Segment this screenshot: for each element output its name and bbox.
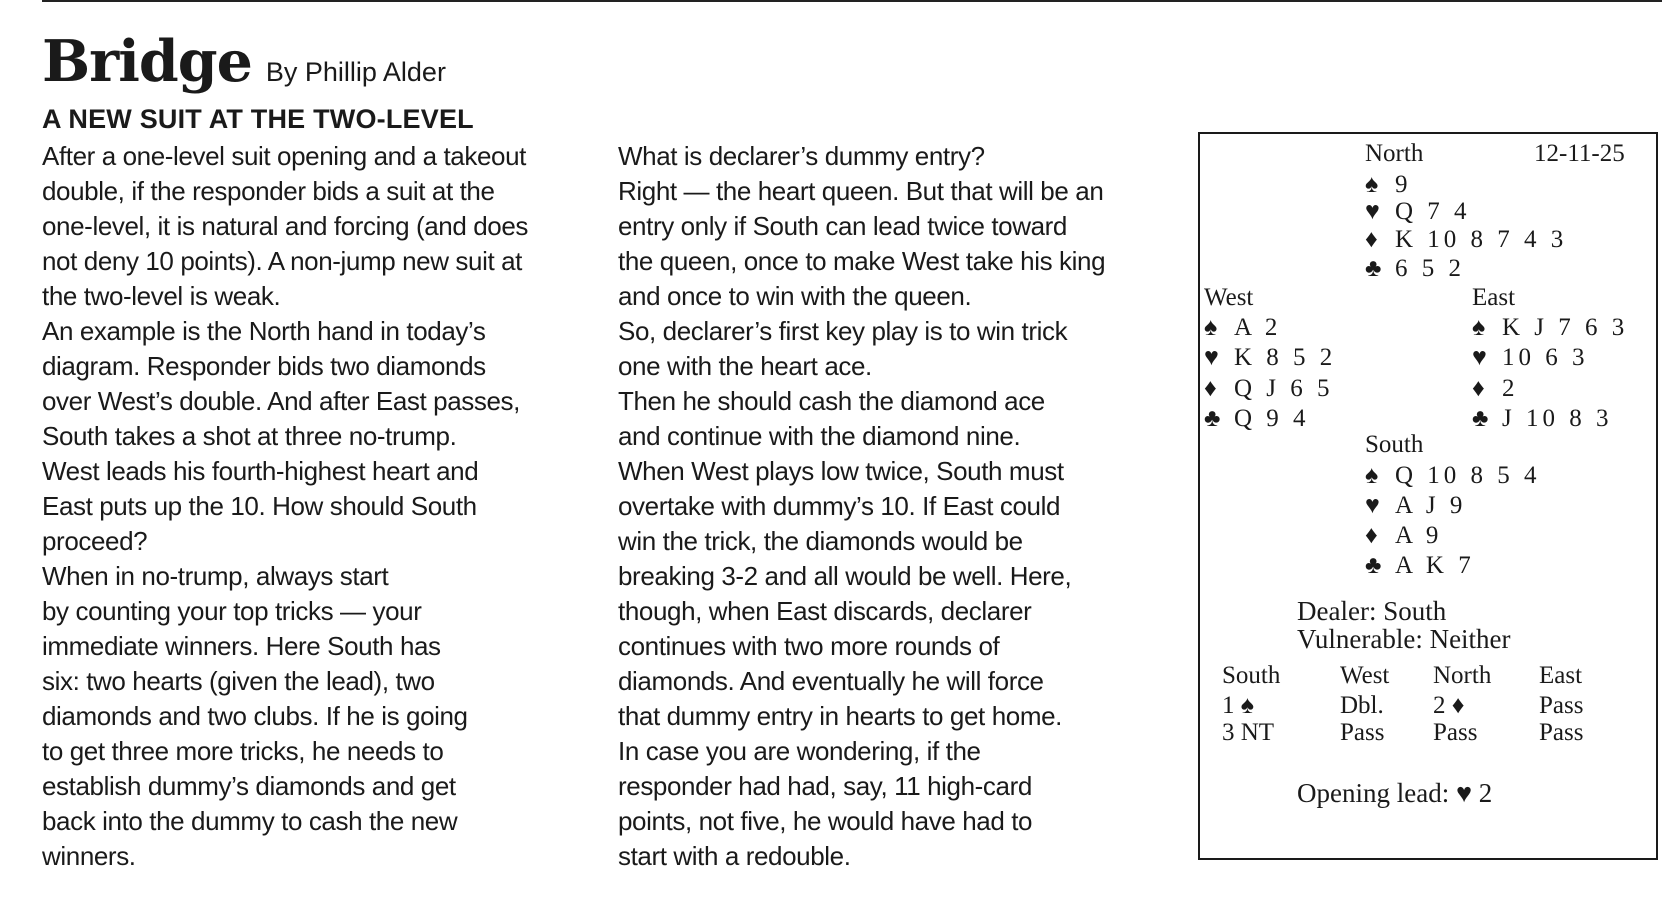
west-label: West (1204, 284, 1254, 311)
auction-bid: Pass (1340, 719, 1385, 746)
east-spades: ♠ K J 7 6 3 (1472, 314, 1629, 341)
auction-bid: Pass (1433, 719, 1478, 746)
text-line: establish dummy’s diamonds and get (42, 771, 456, 801)
text-line: points, not five, he would have had to (618, 806, 1033, 836)
spade-icon: ♠ (1472, 314, 1486, 341)
article-column-1 (42, 139, 602, 874)
bridge-diagram (1198, 132, 1658, 860)
text-line: start with a redouble. (618, 841, 851, 871)
text-line: diamonds. And eventually he will force (618, 666, 1044, 696)
text-line: An example is the North hand in today’s (42, 316, 486, 346)
west-spades: ♠ A 2 (1204, 314, 1282, 341)
heart-icon: ♥ (1204, 344, 1219, 371)
article-column-2 (618, 139, 1178, 874)
text-line: What is declarer’s dummy entry? (618, 141, 985, 171)
north-spades: ♠ 9 (1365, 171, 1412, 198)
masthead (42, 28, 446, 95)
heart-icon: ♥ (1365, 198, 1380, 225)
club-icon: ♣ (1365, 552, 1382, 579)
diagram-date: 12-11-25 (1534, 140, 1625, 167)
diamond-icon: ♦ (1204, 375, 1217, 402)
article-headline: A NEW SUIT AT THE TWO-LEVEL (42, 104, 474, 134)
text-line: When West plays low twice, South must (618, 456, 1064, 486)
dealer-info: Dealer: South (1297, 596, 1447, 626)
text-line: East puts up the 10. How should South (42, 491, 477, 521)
text-line: When in no-trump, always start (42, 561, 389, 591)
east-hearts: ♥ 10 6 3 (1472, 344, 1589, 371)
text-line: immediate winners. Here South has (42, 631, 441, 661)
opening-lead: Opening lead: ♥ 2 (1297, 778, 1493, 808)
text-line: Right — the heart queen. But that will be an (618, 176, 1104, 206)
auction-bid: 2 ♦ (1433, 692, 1465, 719)
text-line: diagram. Responder bids two diamonds (42, 351, 486, 381)
north-diamonds: ♦ K 10 8 7 4 3 (1365, 226, 1568, 253)
auction-header-west: West (1340, 662, 1390, 689)
east-clubs: ♣ J 10 8 3 (1472, 405, 1613, 432)
column-title: Bridge (42, 28, 252, 95)
text-line: win the trick, the diamonds would be (618, 526, 1023, 556)
text-line: breaking 3-2 and all would be well. Here, (618, 561, 1072, 591)
byline: By Phillip Alder (265, 57, 446, 87)
east-diamonds: ♦ 2 (1472, 375, 1519, 402)
spade-icon: ♠ (1365, 462, 1379, 489)
east-label: East (1472, 284, 1516, 311)
spade-icon: ♠ (1204, 314, 1218, 341)
south-spades: ♠ Q 10 8 5 4 (1365, 462, 1541, 489)
text-line: that dummy entry in hearts to get home. (618, 701, 1062, 731)
text-line: over West’s double. And after East passes, (42, 386, 520, 416)
auction-header-south: South (1222, 662, 1281, 689)
text-line: West leads his fourth-highest heart and (42, 456, 479, 486)
text-line: though, when East discards, declarer (618, 596, 1032, 626)
text-line: proceed? (42, 526, 148, 556)
text-line: After a one-level suit opening and a takeout (42, 141, 526, 171)
west-clubs: ♣ Q 9 4 (1204, 405, 1310, 432)
south-diamonds: ♦ A 9 (1365, 522, 1443, 549)
vulnerability-info: Vulnerable: Neither (1297, 624, 1511, 654)
text-line: one with the heart ace. (618, 351, 872, 381)
north-hearts: ♥ Q 7 4 (1365, 198, 1471, 225)
club-icon: ♣ (1365, 255, 1382, 282)
auction-bid: 1 ♠ (1222, 692, 1255, 719)
diamond-icon: ♦ (1365, 522, 1378, 549)
text-line: by counting your top tricks — your (42, 596, 422, 626)
text-line: entry only if South can lead twice toward (618, 211, 1067, 241)
north-clubs: ♣ 6 5 2 (1365, 255, 1465, 282)
text-line: to get three more tricks, he needs to (42, 736, 444, 766)
diamond-icon: ♦ (1472, 375, 1485, 402)
text-line: winners. (42, 841, 136, 871)
heart-icon: ♥ (1472, 344, 1487, 371)
heart-icon: ♥ (1365, 492, 1380, 519)
text-line: and once to win with the queen. (618, 281, 972, 311)
text-line: continues with two more rounds of (618, 631, 1000, 661)
auction-bid: 3 NT (1222, 719, 1275, 746)
text-line: overtake with dummy’s 10. If East could (618, 491, 1061, 521)
text-line: South takes a shot at three no-trump. (42, 421, 457, 451)
north-label: North (1365, 140, 1424, 167)
text-line: So, declarer’s first key play is to win trick (618, 316, 1068, 346)
text-line: In case you are wondering, if the (618, 736, 981, 766)
text-line: double, if the responder bids a suit at the (42, 176, 495, 206)
text-line: responder had had, say, 11 high-card (618, 771, 1032, 801)
south-hearts: ♥ A J 9 (1365, 492, 1467, 519)
auction-bid: Pass (1539, 719, 1584, 746)
west-diamonds: ♦ Q J 6 5 (1204, 375, 1334, 402)
auction-bid: Pass (1539, 692, 1584, 719)
diamond-icon: ♦ (1365, 226, 1378, 253)
text-line: the queen, once to make West take his king (618, 246, 1106, 276)
text-line: one-level, it is natural and forcing (and does (42, 211, 529, 241)
text-line: not deny 10 points). A non-jump new suit at (42, 246, 522, 276)
club-icon: ♣ (1204, 405, 1221, 432)
text-line: back into the dummy to cash the new (42, 806, 458, 836)
top-rule (42, 0, 1662, 2)
auction-header-east: East (1539, 662, 1583, 689)
auction-header-north: North (1433, 662, 1492, 689)
auction-bid: Dbl. (1340, 692, 1384, 719)
text-line: the two-level is weak. (42, 281, 281, 311)
west-hearts: ♥ K 8 5 2 (1204, 344, 1337, 371)
text-line: Then he should cash the diamond ace (618, 386, 1045, 416)
south-label: South (1365, 431, 1424, 458)
club-icon: ♣ (1472, 405, 1489, 432)
text-line: six: two hearts (given the lead), two (42, 666, 435, 696)
spade-icon: ♠ (1365, 171, 1379, 198)
text-line: diamonds and two clubs. If he is going (42, 701, 468, 731)
south-clubs: ♣ A K 7 (1365, 552, 1475, 579)
text-line: and continue with the diamond nine. (618, 421, 1021, 451)
